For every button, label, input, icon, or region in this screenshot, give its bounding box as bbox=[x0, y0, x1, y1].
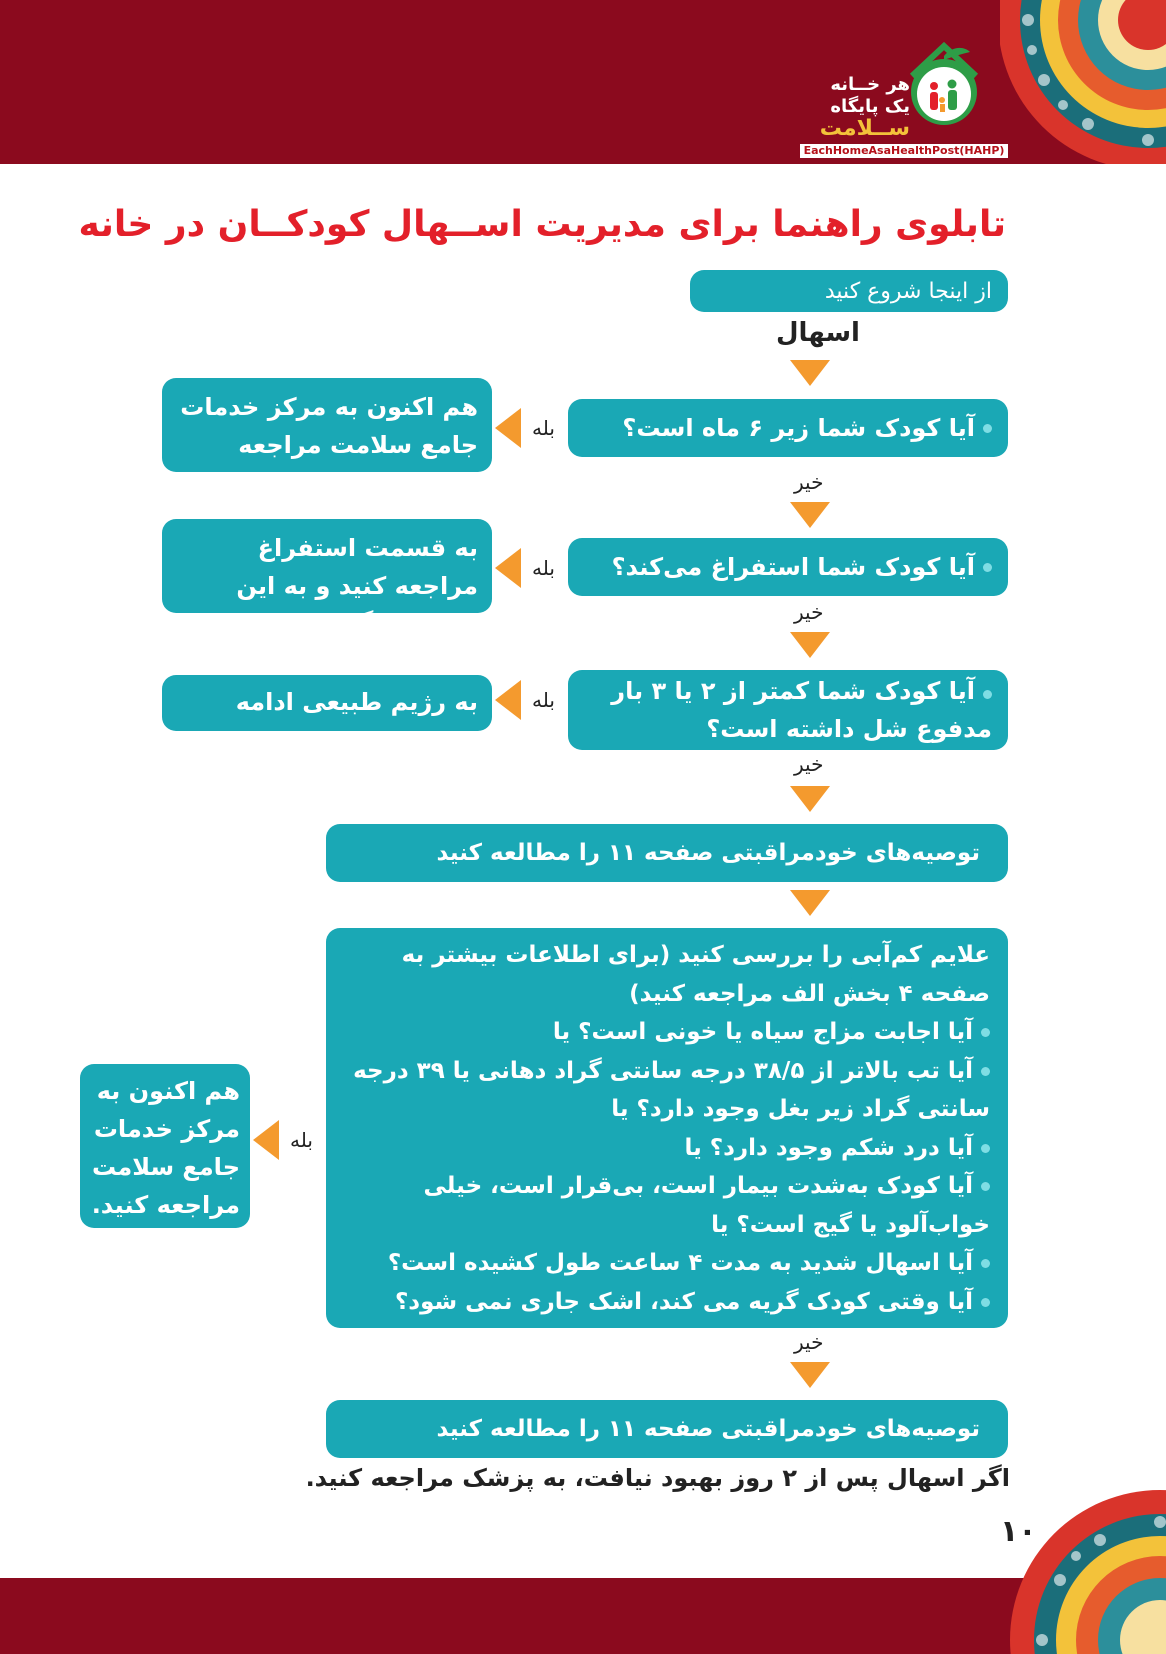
dehydration-item-text: آیا وقتی کودک گریه می کند، اشک جاری نمی شود؟ bbox=[394, 1288, 973, 1315]
dehydration-item-text: آیا اجابت مزاج سیاه یا خونی است؟ یا bbox=[552, 1019, 973, 1045]
start-label: از اینجا شروع کنید bbox=[824, 278, 992, 304]
bullet-icon bbox=[981, 1144, 990, 1153]
dehydration-intro-text: علایم کم‌آبی را بررسی کنید (برای اطلاعات بیشتر به صفحه ۴ بخش الف مراجعه کنید) bbox=[401, 942, 990, 1007]
arrow-down-icon bbox=[790, 1362, 830, 1388]
logo-english-text: EachHomeAsaHealthPost(HAHP) bbox=[800, 144, 1008, 158]
arrow-down-icon bbox=[790, 786, 830, 812]
dehydration-item bbox=[344, 1244, 990, 1283]
answer-box-normal-diet bbox=[162, 675, 492, 754]
dehydration-item-text: آیا اسهال شدید به مدت ۴ ساعت طول کشیده است؟ bbox=[387, 1250, 973, 1276]
question-text-inner: آیا کودک شما کمتر از ۲ یا ۳ بار مدفوع شل داشته است؟ bbox=[611, 677, 992, 743]
page-number: ۱۰ bbox=[1000, 1514, 1037, 1549]
arrow-down-icon bbox=[790, 890, 830, 916]
self-care-text: توصیه‌های خودمراقبتی صفحه ۱۱ را مطالعه کنید bbox=[436, 840, 980, 866]
question-text bbox=[584, 672, 992, 748]
bullet-icon bbox=[981, 1182, 990, 1191]
dehydration-check-box bbox=[326, 928, 1008, 1328]
answer-box-visit-center bbox=[162, 378, 492, 497]
question-box-under-6-months bbox=[568, 399, 1008, 457]
footer-band bbox=[0, 1578, 1166, 1654]
logo-line3: ســلامت bbox=[819, 116, 910, 141]
arrow-down-icon bbox=[790, 632, 830, 658]
bullet-icon bbox=[981, 1067, 990, 1076]
dehydration-item-text: آیا تب بالاتر از ۳۸/۵ درجه سانتی گراد دهانی یا ۳۹ درجه سانتی گراد زیر بغل وجود دارد؟ یا bbox=[353, 1057, 990, 1122]
dehydration-item bbox=[344, 1013, 990, 1052]
dehydration-item bbox=[344, 1167, 990, 1244]
dehydration-item bbox=[344, 1052, 990, 1129]
dehydration-item-text: آیا کودک به‌شدت بیمار است، بی‌قرار است، خیلی خواب‌آلود یا گیج است؟ یا bbox=[423, 1173, 990, 1238]
arrow-left-icon bbox=[495, 548, 521, 588]
logo-line1: هر خــانه bbox=[830, 74, 910, 95]
footer-note: اگر اسهال پس از ۲ روز بهبود نیافت، به پزشک مراجعه کنید. bbox=[305, 1464, 1010, 1492]
yes-label: بله bbox=[532, 688, 555, 712]
arrow-down-icon bbox=[790, 360, 830, 386]
question-box-vomiting bbox=[568, 538, 1008, 596]
dehydration-intro bbox=[344, 936, 990, 1013]
self-care-text: توصیه‌های خودمراقبتی صفحه ۱۱ را مطالعه کنید bbox=[436, 1416, 980, 1442]
no-label: خیر bbox=[794, 470, 824, 494]
question-box-loose-stool bbox=[568, 670, 1008, 750]
bullet-icon bbox=[983, 424, 992, 433]
yes-label: بله bbox=[290, 1128, 313, 1152]
bullet-icon bbox=[981, 1028, 990, 1037]
question-text: آیا کودک شما زیر ۶ ماه است؟ bbox=[622, 414, 975, 442]
answer-text: هم اکنون به مرکز خدمات جامع سلامت مراجعه کنید. bbox=[91, 1077, 240, 1219]
no-label: خیر bbox=[794, 600, 824, 624]
bullet-icon bbox=[983, 690, 992, 699]
arrow-left-icon bbox=[253, 1120, 279, 1160]
page-title: تابلوی راهنما برای مدیریت اســهال کودکــان در خانه bbox=[78, 204, 1006, 245]
question-text: آیا کودک شما استفراغ می‌کند؟ bbox=[611, 553, 975, 581]
arrow-left-icon bbox=[495, 408, 521, 448]
arrow-down-icon bbox=[790, 502, 830, 528]
no-label: خیر bbox=[794, 1330, 824, 1354]
hahp-logo bbox=[794, 30, 1010, 160]
bullet-icon bbox=[983, 563, 992, 572]
arrow-left-icon bbox=[495, 680, 521, 720]
dehydration-item bbox=[344, 1129, 990, 1168]
dehydration-item-text: آیا درد شکم وجود دارد؟ یا bbox=[684, 1134, 973, 1161]
no-label: خیر bbox=[794, 752, 824, 776]
bullet-icon bbox=[981, 1259, 990, 1268]
answer-text: هم اکنون به مرکز خدمات جامع سلامت مراجعه کنید. bbox=[180, 393, 478, 497]
diarrhea-label: اسهال bbox=[776, 318, 860, 348]
bullet-icon bbox=[981, 1298, 990, 1307]
yes-label: بله bbox=[532, 416, 555, 440]
answer-text: به رژیم طبیعی ادامه دهید. bbox=[235, 688, 478, 754]
mandala-ornament-top bbox=[1000, 0, 1166, 164]
self-care-box-1 bbox=[326, 824, 1008, 882]
logo-line2: یک پایگاه bbox=[830, 96, 910, 117]
answer-text: به قسمت استفراغ مراجعه کنید و به این صفحه برگردید. bbox=[236, 534, 478, 638]
dehydration-item bbox=[344, 1283, 990, 1322]
self-care-box-2 bbox=[326, 1400, 1008, 1458]
mandala-ornament-bottom bbox=[1000, 1490, 1166, 1654]
answer-box-vomiting-section bbox=[162, 519, 492, 638]
start-box bbox=[690, 270, 1008, 312]
yes-label: بله bbox=[532, 556, 555, 580]
answer-box-visit-center-2 bbox=[80, 1064, 250, 1228]
